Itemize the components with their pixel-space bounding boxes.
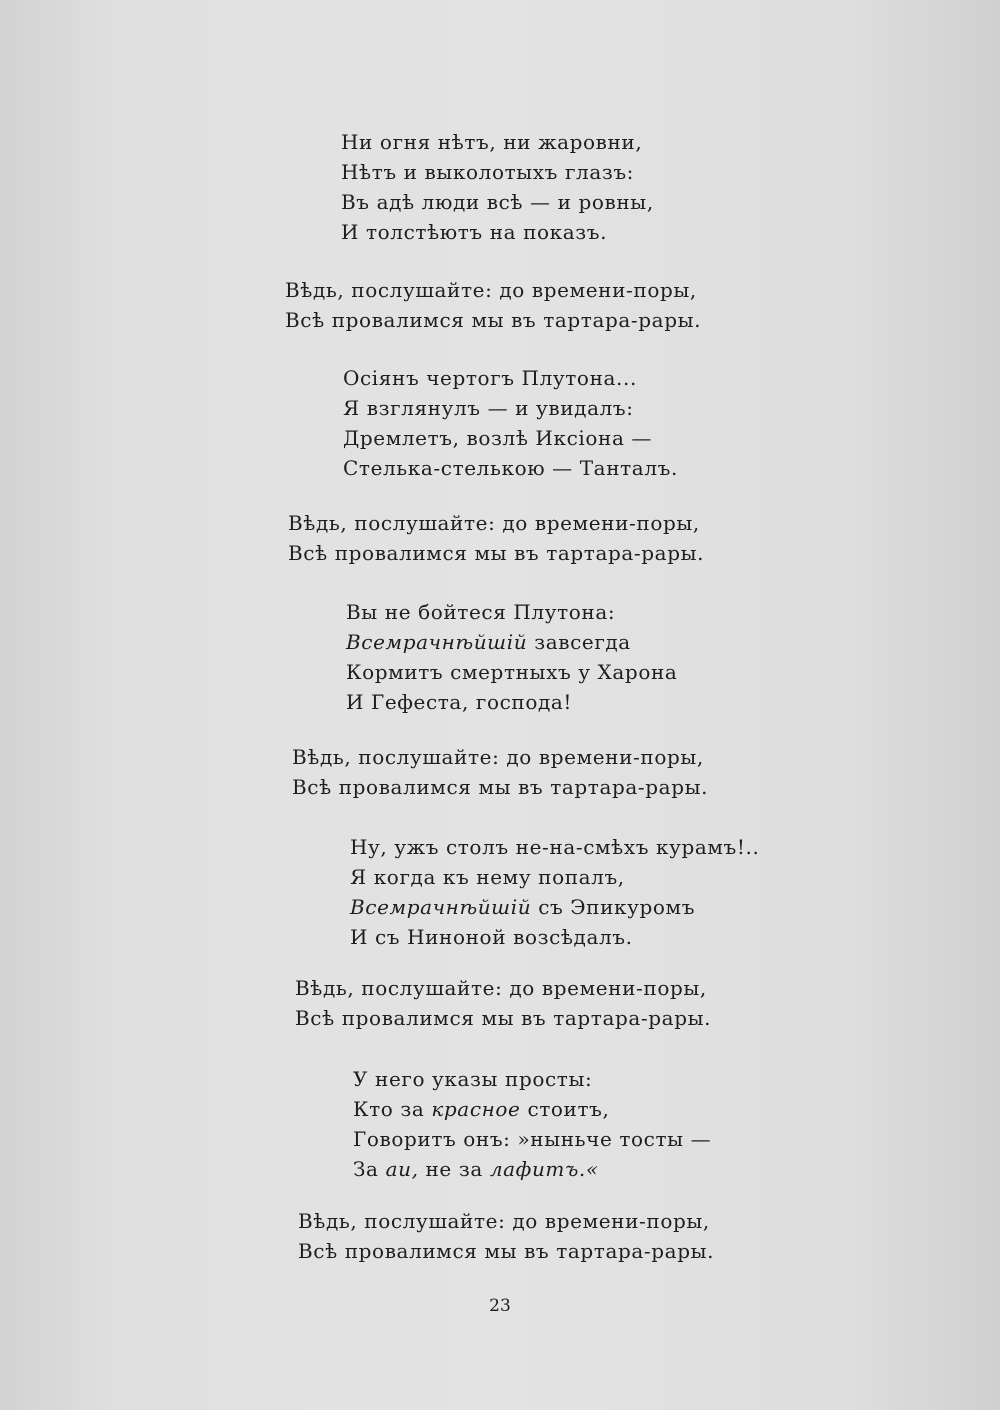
verse-line: Вы не бойтеся Плутона: xyxy=(346,600,616,624)
refrain-line: Всѣ провалимся мы въ тартара-рары. xyxy=(292,775,709,799)
verse-line xyxy=(350,892,759,922)
verse-line: У него указы просты: xyxy=(353,1067,593,1091)
verse-fragment: не за xyxy=(425,1157,483,1181)
refrain-2 xyxy=(288,508,704,568)
emphasis-word: аи, xyxy=(385,1157,419,1181)
refrain-line: Вѣдь, послушайте: до времени-поры, xyxy=(292,745,704,769)
verse-line: И толстѣютъ на показъ. xyxy=(341,220,608,244)
emphasis-word: Всемрачнѣйшій xyxy=(350,895,532,919)
stanza-1 xyxy=(341,127,654,247)
verse-line: Я когда къ нему попалъ, xyxy=(350,865,625,889)
refrain-line: Вѣдь, послушайте: до времени-поры, xyxy=(295,976,707,1000)
verse-line: Стелька-стелькою — Танталъ. xyxy=(343,456,678,480)
verse-line: Кормитъ смертныхъ у Харона xyxy=(346,660,678,684)
refrain-line: Всѣ провалимся мы въ тартара-рары. xyxy=(285,308,702,332)
refrain-1 xyxy=(285,275,701,335)
verse-fragment: Кто за xyxy=(353,1097,425,1121)
verse-line: Нѣтъ и выколотыхъ глазъ: xyxy=(341,160,635,184)
stanza-4 xyxy=(350,832,759,952)
emphasis-word: красное xyxy=(431,1097,521,1121)
stanza-5 xyxy=(353,1064,711,1184)
refrain-5 xyxy=(298,1206,714,1266)
verse-fragment: съ Эпикуромъ xyxy=(538,895,696,919)
verse-line xyxy=(346,627,677,657)
verse-line: Говоритъ онъ: »ныньче тосты — xyxy=(353,1127,712,1151)
verse-fragment: стоитъ, xyxy=(527,1097,610,1121)
verse-line: Я взглянулъ — и увидалъ: xyxy=(343,396,634,420)
refrain-line: Всѣ провалимся мы въ тартара-рары. xyxy=(288,541,705,565)
refrain-3 xyxy=(292,742,708,802)
verse-line: Въ адѣ люди всѣ — и ровны, xyxy=(341,190,654,214)
verse-fragment: За xyxy=(353,1157,379,1181)
refrain-4 xyxy=(295,973,711,1033)
verse-line: Ну, ужъ столъ не-на-смѣхъ курамъ!.. xyxy=(350,835,760,859)
stanza-3 xyxy=(346,597,677,717)
verse-line: Ни огня нѣтъ, ни жаровни, xyxy=(341,130,643,154)
verse-line: И Гефеста, господа! xyxy=(346,690,573,714)
verse-line: Осіянъ чертогъ Плутона... xyxy=(343,366,637,390)
verse-line xyxy=(353,1154,711,1184)
verse-line: Дремлетъ, возлѣ Иксіона — xyxy=(343,426,653,450)
page-number: 23 xyxy=(489,1296,511,1316)
verse-fragment: завсегда xyxy=(534,630,631,654)
verse-line xyxy=(353,1094,711,1124)
refrain-line: Всѣ провалимся мы въ тартара-рары. xyxy=(298,1239,715,1263)
verse-line: И съ Нинoной возсѣдалъ. xyxy=(350,925,633,949)
refrain-line: Вѣдь, послушайте: до времени-поры, xyxy=(298,1209,710,1233)
emphasis-word: лафитъ.« xyxy=(489,1157,599,1181)
stanza-2 xyxy=(343,363,678,483)
refrain-line: Вѣдь, послушайте: до времени-поры, xyxy=(285,278,697,302)
refrain-line: Всѣ провалимся мы въ тартара-рары. xyxy=(295,1006,712,1030)
emphasis-word: Всемрачнѣйшій xyxy=(346,630,528,654)
refrain-line: Вѣдь, послушайте: до времени-поры, xyxy=(288,511,700,535)
